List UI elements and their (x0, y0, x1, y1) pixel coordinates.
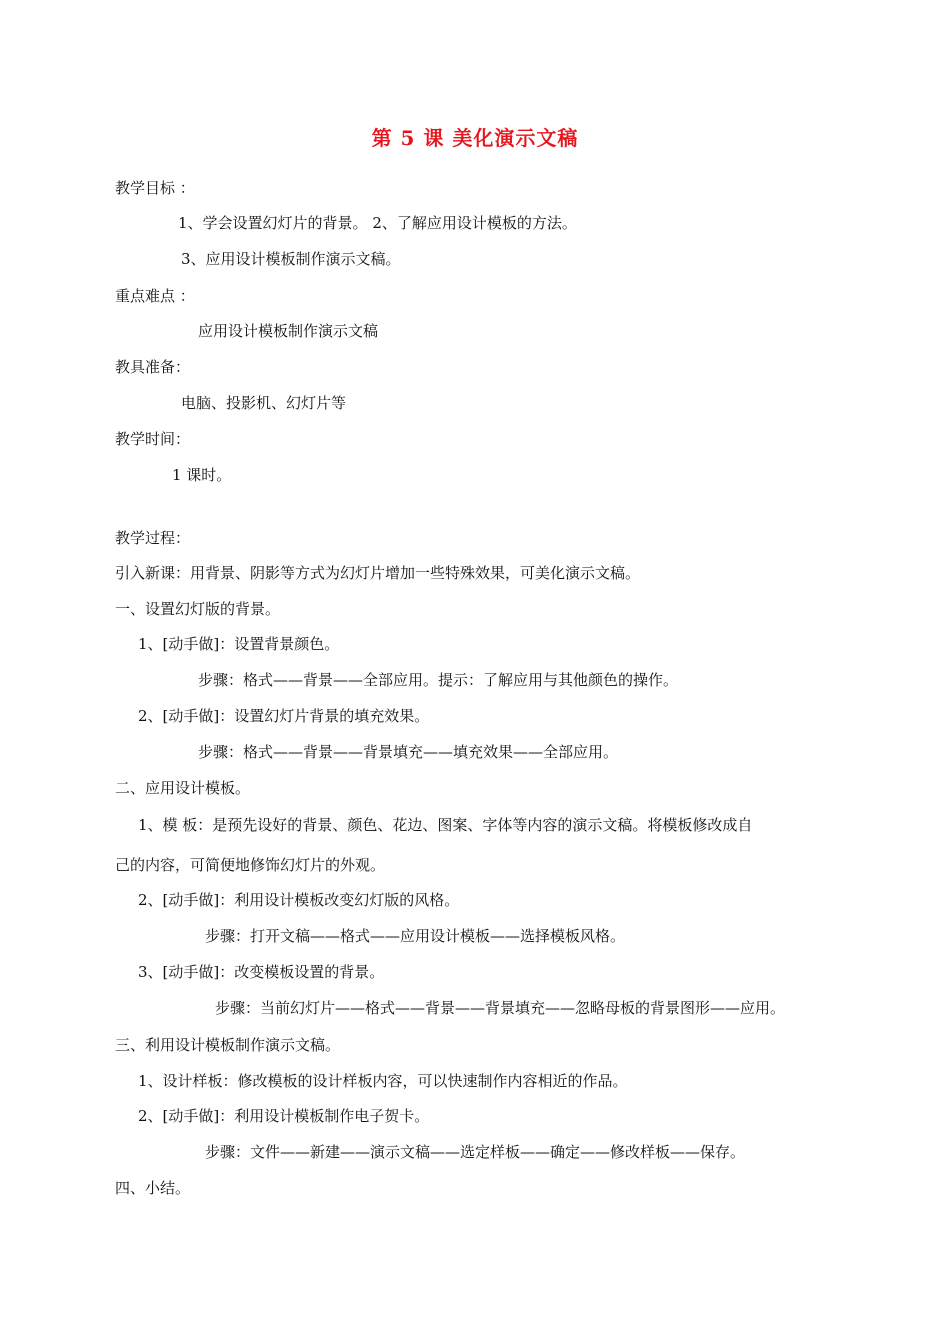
part-one-item-1: 1、[动手做]：设置背景颜色。 (138, 635, 340, 653)
part-two-step-2: 步骤：打开文稿——格式——应用设计模板——选择模板风格。 (205, 927, 626, 945)
objective-line-2: 3、应用设计模板制作演示文稿。 (181, 250, 401, 268)
section-heading-key-points: 重点难点 ： (115, 287, 195, 305)
part-two-step-3: 步骤：当前幻灯片——格式——背景——背景填充——忽略母板的背景图形——应用。 (215, 999, 786, 1017)
part-two-item-2: 2、[动手做]：利用设计模板改变幻灯版的风格。 (138, 891, 460, 909)
document-title: 第 5 课 美化演示文稿 (371, 126, 579, 150)
part-one-step-2: 步骤：格式——背景——背景填充——填充效果——全部应用。 (198, 743, 619, 761)
materials-text: 电脑、投影机、幻灯片等 (181, 394, 347, 412)
section-heading-process: 教学过程： (115, 529, 191, 547)
time-text: 1 课时。 (172, 466, 232, 484)
part-two-item-3: 3、[动手做]：改变模板设置的背景。 (138, 963, 385, 981)
key-points-text: 应用设计模板制作演示文稿 (198, 322, 379, 340)
part-one-item-2: 2、[动手做]：设置幻灯片背景的填充效果。 (138, 707, 430, 725)
part-four-heading: 四、小结。 (115, 1179, 191, 1197)
part-one-heading: 一、设置幻灯版的背景。 (115, 600, 281, 618)
intro-text: 引入新课：用背景、阴影等方式为幻灯片增加一些特殊效果，可美化演示文稿。 (115, 564, 641, 582)
part-three-heading: 三、利用设计模板制作演示文稿。 (115, 1036, 341, 1054)
part-two-item-1: 1、模 板：是预先设好的背景、颜色、花边、图案、字体等内容的演示文稿。将模板修改成自 (138, 816, 753, 834)
section-heading-materials: 教具准备： (115, 358, 191, 376)
section-heading-time: 教学时间： (115, 430, 191, 448)
part-three-item-1: 1、设计样板：修改模板的设计样板内容，可以快速制作内容相近的作品。 (138, 1072, 628, 1090)
part-one-step-1: 步骤：格式——背景——全部应用。提示：了解应用与其他颜色的操作。 (198, 671, 679, 689)
section-heading-objectives: 教学目标 ： (115, 179, 195, 197)
part-three-step-2: 步骤：文件——新建——演示文稿——选定样板——确定——修改样板——保存。 (205, 1143, 746, 1161)
part-two-heading: 二、应用设计模板。 (115, 779, 251, 797)
part-two-item-1-cont: 己的内容，可简便地修饰幻灯片的外观。 (115, 856, 386, 874)
objective-line-1: 1、学会设置幻灯片的背景。 2、了解应用设计模板的方法。 (178, 214, 577, 232)
part-three-item-2: 2、[动手做]：利用设计模板制作电子贺卡。 (138, 1107, 430, 1125)
